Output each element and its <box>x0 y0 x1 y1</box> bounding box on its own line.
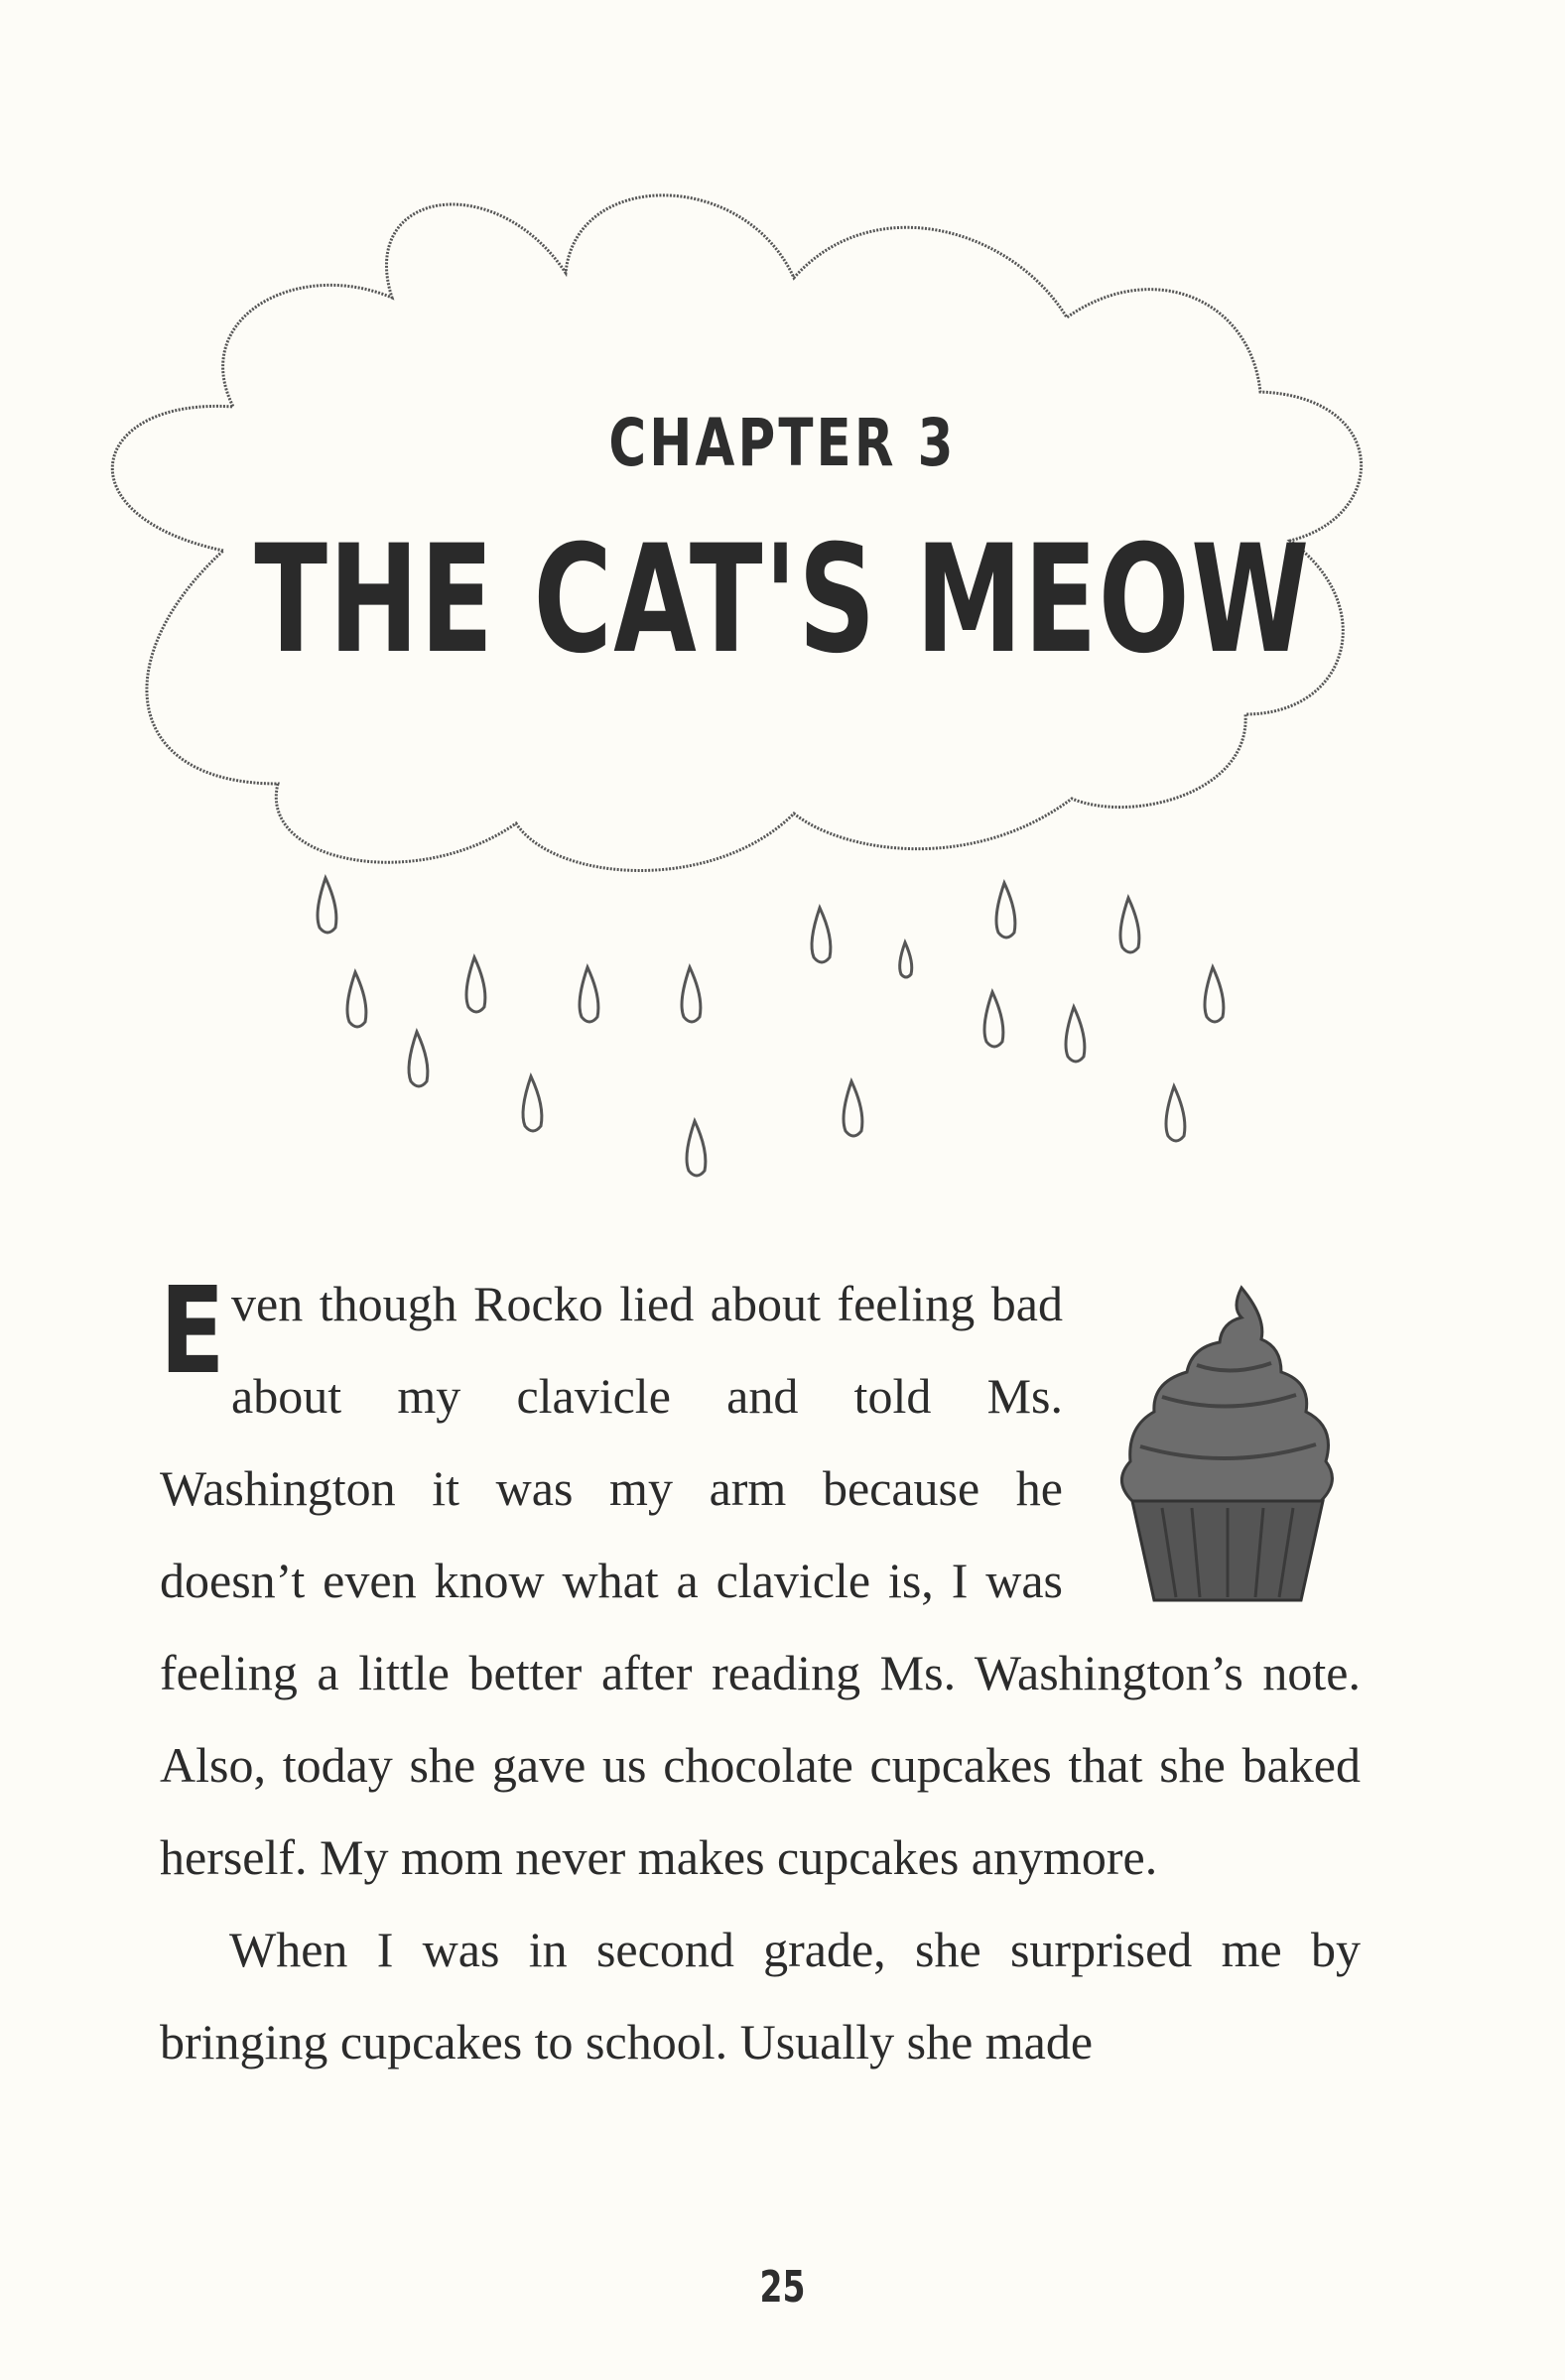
raindrops <box>318 878 1224 1176</box>
chapter-label: CHAPTER 3 <box>608 405 957 481</box>
chapter-title: THE CAT'S MEOW <box>254 514 1311 687</box>
story-text <box>160 1258 1361 2088</box>
paragraph-text: ven though Rocko lied about feeling bad about my clavicle and told Ms. Washington it was my arm because he doesn’t even know what a clavicle is, I was feeling a little better after reading Ms. Washington’s note. Also, today she gave us chocolate cupcakes that she baked herself. My mom never makes cupcakes anymore. <box>160 1276 1361 1885</box>
paragraph: When I was in second grade, she surprised me by bringing cupcakes to school. Usually she made <box>160 1922 1361 2069</box>
page-number: 25 <box>759 2262 806 2313</box>
paragraph <box>160 1258 1361 1904</box>
cupcake-icon <box>1093 1278 1361 1615</box>
drop-cap: E <box>160 1263 225 1401</box>
